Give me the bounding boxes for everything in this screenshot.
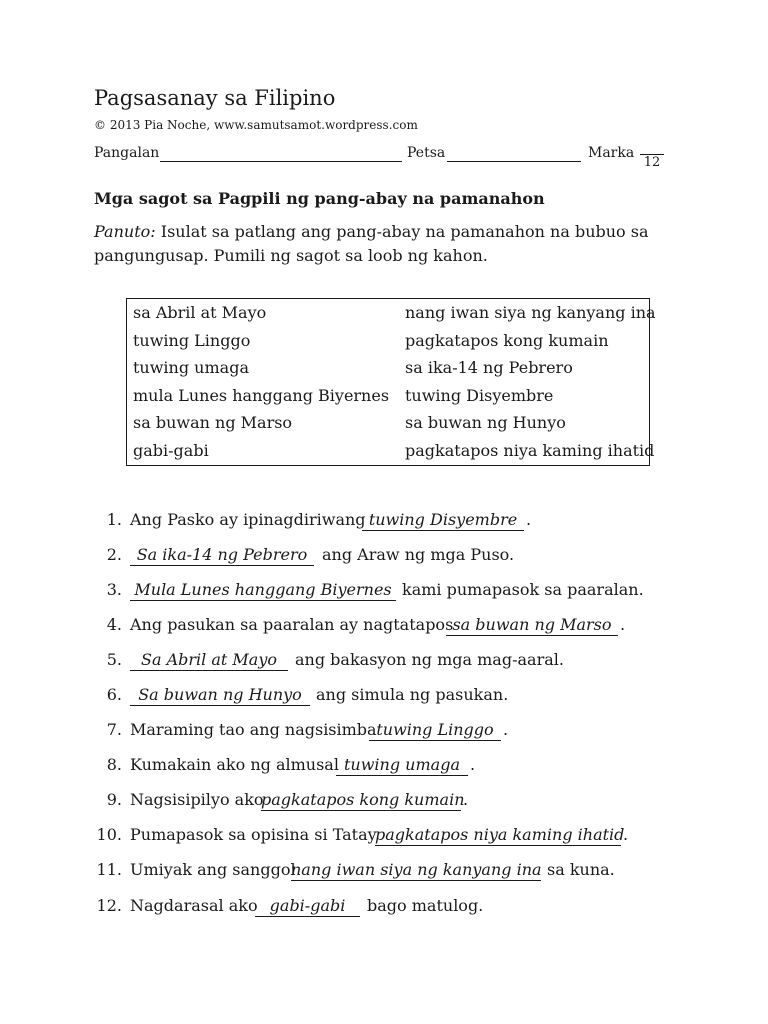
- choice-item: sa Abril at Mayo: [133, 303, 267, 322]
- answer-blank[interactable]: tuwing Disyembre: [362, 510, 524, 531]
- answer-blank[interactable]: sa buwan ng Marso: [446, 615, 618, 636]
- question-number: 8.: [106, 755, 122, 774]
- question-text-before: Nagdarasal ako: [130, 896, 258, 915]
- question-text-before: Pumapasok sa opisina si Tatay: [130, 825, 377, 844]
- score-label: Marka: [588, 145, 635, 161]
- question-text-after: sa kuna.: [547, 860, 615, 879]
- name-blank[interactable]: [160, 161, 402, 162]
- question-number: 12.: [96, 896, 122, 915]
- student-info-line: [94, 145, 684, 175]
- answer-blank[interactable]: Sa buwan ng Hunyo: [130, 685, 310, 706]
- choices-box: [126, 298, 656, 466]
- answer-blank[interactable]: Sa ika-14 ng Pebrero: [130, 545, 314, 566]
- question-text-after: .: [620, 615, 626, 634]
- answer-blank[interactable]: pagkatapos kong kumain: [261, 790, 465, 809]
- question-text-after: ang Araw ng mga Puso.: [322, 545, 515, 564]
- choice-item: nang iwan siya ng kanyang ina: [405, 303, 656, 322]
- answer-blank[interactable]: nang iwan siya ng kanyang ina: [291, 860, 542, 879]
- answer-blank[interactable]: gabi-gabi: [255, 896, 360, 917]
- question-text-before: Ang pasukan sa paaralan ay nagtatapos: [130, 615, 454, 634]
- question-text-after: kami pumapasok sa paaralan.: [402, 580, 644, 599]
- choice-item: gabi-gabi: [133, 441, 209, 460]
- question-number: 10.: [96, 825, 122, 844]
- question-text-after: bago matulog.: [367, 896, 484, 915]
- section-heading: Mga sagot sa Pagpili ng pang-abay na pamanahon: [94, 189, 545, 208]
- instructions-text: Isulat sa patlang ang pang-abay na pamanahon na bubuo sa pangungusap. Pumili ng sagot sa loob ng kahon.: [94, 222, 649, 265]
- choice-item: sa buwan ng Hunyo: [405, 413, 566, 432]
- choice-item: mula Lunes hanggang Biyernes: [133, 386, 390, 405]
- date-blank[interactable]: [447, 161, 581, 162]
- question-number: 4.: [106, 615, 122, 634]
- answer-blank[interactable]: tuwing Linggo: [369, 720, 501, 741]
- question-text-after: .: [463, 790, 469, 809]
- date-label: Petsa: [407, 145, 446, 161]
- score-total: 12: [643, 155, 661, 170]
- question-number: 2.: [106, 545, 122, 564]
- question-number: 9.: [106, 790, 122, 809]
- question-number: 3.: [106, 580, 122, 599]
- question-text-after: .: [470, 755, 476, 774]
- choice-item: tuwing umaga: [133, 358, 249, 377]
- question-text-after: ang simula ng pasukan.: [316, 685, 509, 704]
- answer-blank[interactable]: Sa Abril at Mayo: [130, 650, 288, 671]
- instructions: [94, 220, 654, 268]
- question-text-before: Maraming tao ang nagsisimba: [130, 720, 377, 739]
- question-number: 7.: [106, 720, 122, 739]
- question-text-before: Ang Pasko ay ipinagdiriwang: [130, 510, 366, 529]
- score-fraction: [640, 154, 664, 170]
- question-text-before: Umiyak ang sanggol: [130, 860, 296, 879]
- question-number: 6.: [106, 685, 122, 704]
- question-text-before: Kumakain ako ng almusal: [130, 755, 339, 774]
- instructions-label: Panuto:: [94, 222, 156, 241]
- choice-item: pagkatapos kong kumain: [405, 331, 609, 350]
- answer-blank[interactable]: Mula Lunes hanggang Biyernes: [130, 580, 396, 601]
- answer-blank[interactable]: tuwing umaga: [336, 755, 468, 776]
- question-text-after: .: [526, 510, 532, 529]
- question-number: 11.: [96, 860, 122, 879]
- copyright-notice: © 2013 Pia Noche, www.samutsamot.wordpress.com: [94, 118, 418, 132]
- page-title: Pagsasanay sa Filipino: [94, 86, 336, 110]
- question-number: 5.: [106, 650, 122, 669]
- answer-blank[interactable]: pagkatapos niya kaming ihatid: [375, 825, 625, 844]
- question-number: 1.: [106, 510, 122, 529]
- name-label: Pangalan: [94, 145, 160, 161]
- question-text-before: Nagsisipilyo ako: [130, 790, 264, 809]
- choice-item: sa ika-14 ng Pebrero: [405, 358, 573, 377]
- choice-item: sa buwan ng Marso: [133, 413, 293, 432]
- choice-item: tuwing Linggo: [133, 331, 251, 350]
- choice-item: pagkatapos niya kaming ihatid: [405, 441, 655, 460]
- question-text-after: .: [503, 720, 509, 739]
- question-text-after: .: [623, 825, 629, 844]
- question-text-after: ang bakasyon ng mga mag-aaral.: [295, 650, 564, 669]
- choice-item: tuwing Disyembre: [405, 386, 554, 405]
